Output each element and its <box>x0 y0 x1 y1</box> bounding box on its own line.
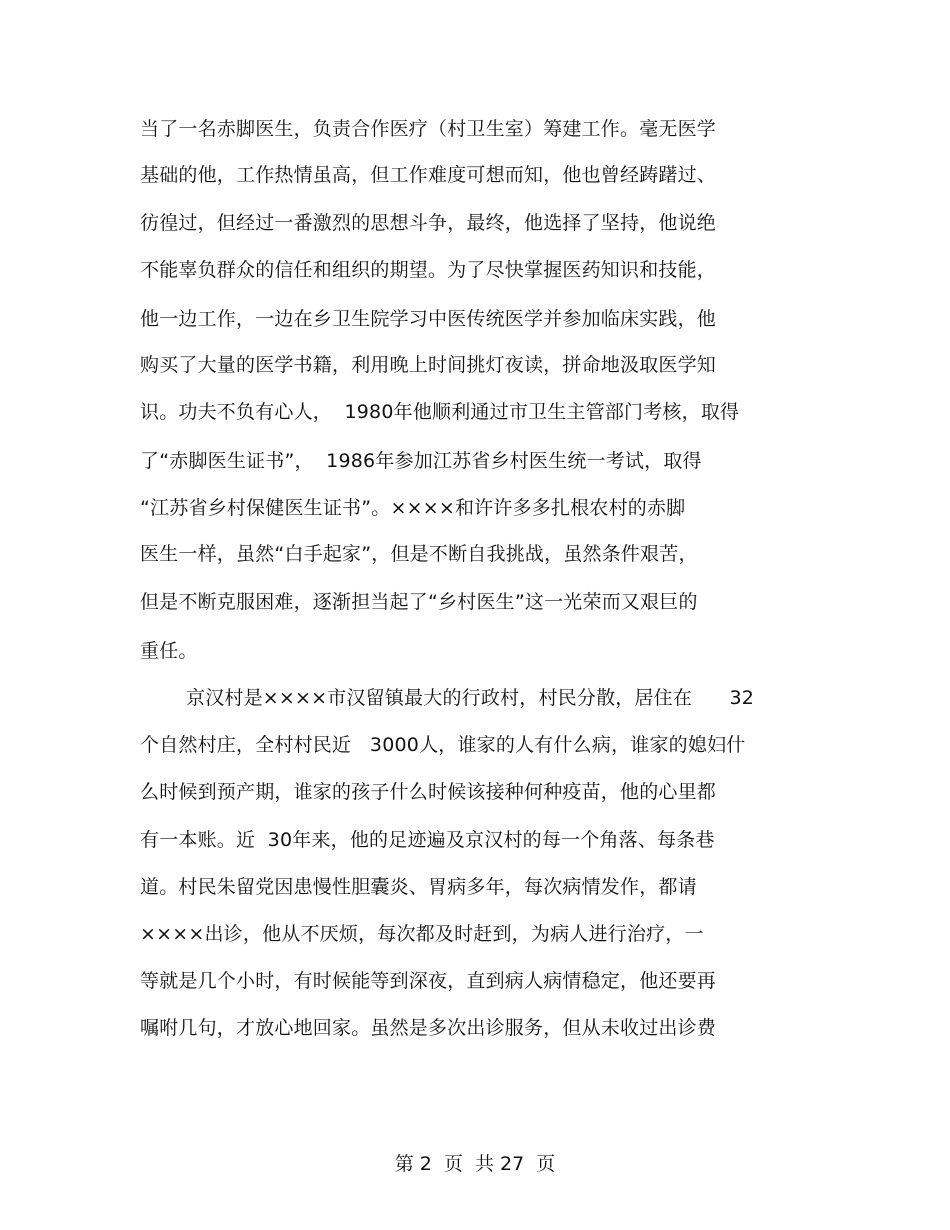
text-line: 个自然村庄，全村村民近 3000人，谁家的人有什么病，谁家的媳妇什 <box>140 734 746 756</box>
text-line: 了“赤脚医生证书”， 1986年参加江苏省乡村医生统一考试，取得 <box>140 450 702 472</box>
text-line: 识。功夫不负有心人， 1980年他顺利通过市卫生主管部门考核，取得 <box>140 401 740 423</box>
text-line: ××××出诊，他从不厌烦，每次都及时赶到，为病人进行治疗，一 <box>140 923 704 945</box>
text-line: 彷徨过，但经过一番激烈的思想斗争，最终，他选择了坚持，他说绝 <box>140 212 717 234</box>
text-line: 重任。 <box>140 640 198 662</box>
text-line: 么时候到预产期，谁家的孩子什么时候该接种何种疫苗，他的心里都 <box>140 781 717 803</box>
text-line: 购买了大量的医学书籍，利用晚上时间挑灯夜读，拼命地汲取医学知 <box>140 354 717 376</box>
text-line-paragraph-start: 京汉村是××××市汉留镇最大的行政村，村民分散，居住在 32 <box>186 687 755 709</box>
text-line: 但是不断克服困难，逐渐担当起了“乡村医生”这一光荣而又艰巨的 <box>140 591 698 613</box>
text-line: 有一本账。近 30年来，他的足迹遍及京汉村的每一个角落、每条巷 <box>140 829 715 851</box>
text-line: 等就是几个小时，有时候能等到深夜，直到病人病情稳定，他还要再 <box>140 970 717 992</box>
page-number-footer: 第 2 页 共 27 页 <box>394 1153 556 1175</box>
text-line: 当了一名赤脚医生，负责合作医疗（村卫生室）筹建工作。毫无医学 <box>140 118 717 140</box>
text-line: 医生一样，虽然“白手起家”，但是不断自我挑战，虽然条件艰苦， <box>140 543 698 565</box>
text-line: 基础的他，工作热情虽高，但工作难度可想而知，他也曾经踌躇过、 <box>140 164 717 186</box>
text-line: 道。村民朱留党因患慢性胆囊炎、胃病多年，每次病情发作，都请 <box>140 876 697 898</box>
text-line: “江苏省乡村保健医生证书”。××××和许许多多扎根农村的赤脚 <box>140 497 686 519</box>
text-line: 他一边工作，一边在乡卫生院学习中医传统医学并参加临床实践，他 <box>140 308 717 330</box>
text-line: 嘱咐几句，才放心地回家。虽然是多次出诊服务，但从未收过出诊费 <box>140 1017 717 1039</box>
text-line: 不能辜负群众的信任和组织的期望。为了尽快掌握医药知识和技能， <box>140 259 717 281</box>
